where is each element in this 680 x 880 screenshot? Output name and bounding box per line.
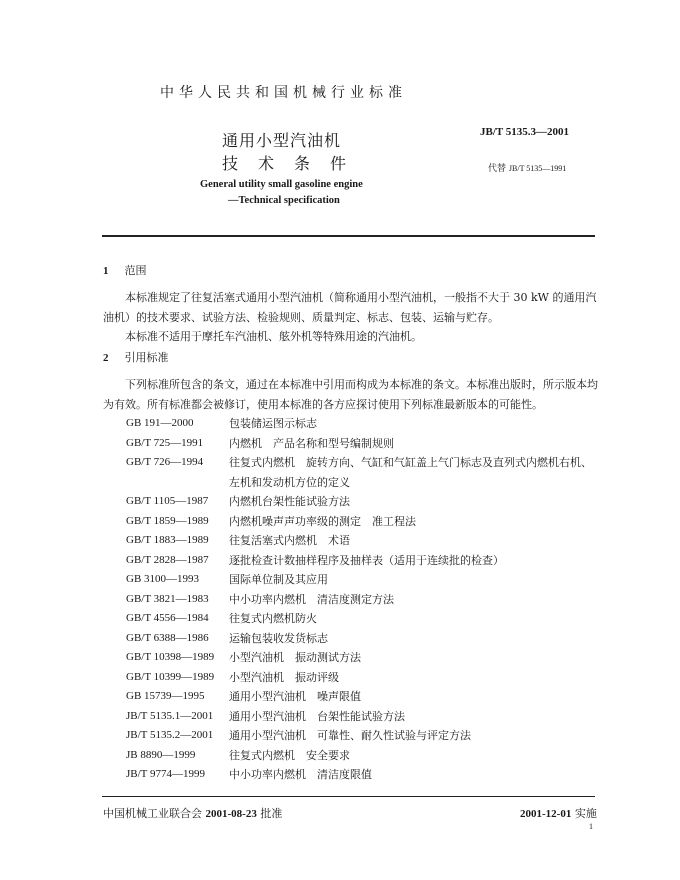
reference-title: 往复活塞式内燃机 术语: [229, 534, 350, 547]
reference-row: [126, 512, 599, 532]
reference-row: [126, 668, 599, 688]
issuer-name: 中国机械工业联合会: [103, 807, 202, 820]
section-number: 2: [103, 352, 109, 364]
issuing-authority-header: 中华人民共和国机械行业标准: [160, 85, 407, 101]
reference-title: 中小功率内燃机 清洁度限值: [229, 768, 372, 781]
paragraph-line: 油机）的技术要求、试验方法、检验规则、质量判定、标志、包装、运输与贮存。: [103, 311, 499, 324]
replaces-note: [488, 161, 566, 174]
replaces-label: 代替: [488, 164, 507, 174]
reference-code: GB/T 1883—1989: [126, 534, 209, 546]
reference-row: [126, 707, 599, 727]
title-chinese-line1: 通用小型汽油机: [222, 131, 342, 150]
reference-code: GB 191—2000: [126, 417, 194, 429]
reference-title: 内燃机台架性能试验方法: [229, 495, 350, 508]
paragraph-line: 为有效。所有标准都会被修订，使用本标准的各方应探讨使用下列标准最新版本的可能性。: [103, 398, 543, 411]
reference-code: GB/T 1859—1989: [126, 514, 209, 527]
reference-code: GB/T 10399—1989: [126, 670, 215, 683]
title-english-line2: —Technical specification: [228, 195, 340, 206]
section-1-heading: [103, 262, 147, 278]
reference-row: [126, 648, 599, 668]
reference-title: 包装储运图示标志: [229, 417, 317, 430]
reference-code: GB 3100—1993: [126, 573, 200, 585]
footer-divider: [102, 796, 595, 797]
title-english-line1: General utility small gasoline engine: [200, 179, 363, 190]
reference-title: 小型汽油机 振动测试方法: [229, 651, 361, 664]
reference-code: JB/T 5135.1—2001: [126, 709, 214, 722]
section-2-paragraph-1: [103, 375, 597, 415]
reference-title: 内燃机 产品名称和型号编制规则: [229, 436, 394, 450]
reference-title: 小型汽油机 振动评级: [229, 670, 339, 684]
reference-code: GB/T 6388—1986: [126, 631, 209, 644]
effective-label: 实施: [574, 807, 597, 820]
reference-row: [126, 687, 599, 707]
reference-title: 运输包装收发货标志: [229, 631, 328, 645]
reference-row: [126, 434, 599, 454]
reference-title: 内燃机噪声声功率级的测定 准工程法: [229, 514, 416, 528]
effective-date: 2001-12-01: [520, 808, 572, 820]
reference-row: [126, 609, 599, 629]
section-1-paragraph-2: [103, 327, 597, 347]
reference-title: 通用小型汽油机 噪声限值: [229, 690, 361, 703]
reference-code: JB 8890—1999: [126, 748, 196, 761]
referenced-standards-list: [126, 414, 599, 785]
reference-code: JB/T 5135.2—2001: [126, 729, 214, 741]
reference-code: GB/T 3821—1983: [126, 592, 209, 605]
reference-title: 往复式内燃机 旋转方向、气缸和气缸盖上气门标志及直列式内燃机右机、左机和发动机方位的定义: [229, 456, 592, 489]
reference-row: [126, 726, 599, 746]
replaces-code: JB/T 5135—1991: [508, 164, 567, 173]
reference-row: [126, 590, 599, 610]
reference-code: JB/T 9774—1999: [126, 768, 205, 780]
reference-code: GB/T 725—1991: [126, 436, 204, 449]
reference-code: GB/T 1105—1987: [126, 495, 209, 507]
reference-row: [126, 453, 599, 492]
reference-title: 逐批检查计数抽样程序及抽样表（适用于连续批的检查）: [229, 553, 504, 567]
reference-title: 中小功率内燃机 清洁度测定方法: [229, 592, 394, 606]
reference-code: GB/T 10398—1989: [126, 651, 215, 663]
approve-date: 2001-08-23: [205, 808, 257, 820]
reference-row: [126, 414, 599, 434]
paragraph-line: 本标准规定了往复活塞式通用小型汽油机（简称通用小型汽油机，一般指不大于 30 kW 的通用汽: [125, 291, 597, 304]
reference-title: 国际单位制及其应用: [229, 573, 328, 586]
paragraph-line: 下列标准所包含的条文，通过在本标准中引用而构成为本标准的条文。本标准出版时，所示版本均: [125, 378, 598, 391]
effective-info: [520, 805, 597, 821]
paragraph-line: 本标准不适用于摩托车汽油机、舷外机等特殊用途的汽油机。: [125, 330, 422, 343]
standard-code: JB/T 5135.3—2001: [480, 126, 570, 138]
section-title: 引用标准: [124, 351, 169, 364]
reference-row: [126, 570, 599, 590]
reference-row: [126, 531, 599, 551]
reference-code: GB/T 4556—1984: [126, 612, 209, 624]
title-chinese-line2: 技术条件: [222, 154, 367, 173]
header-divider: [102, 235, 595, 237]
reference-title: 通用小型汽油机 台架性能试验方法: [229, 709, 405, 723]
reference-code: GB/T 726—1994: [126, 456, 204, 468]
approval-info: [103, 805, 282, 821]
section-number: 1: [103, 265, 109, 277]
reference-code: GB 15739—1995: [126, 690, 205, 702]
reference-row: [126, 765, 599, 785]
reference-row: [126, 629, 599, 649]
section-title: 范围: [124, 264, 147, 277]
page-number: 1: [589, 822, 593, 831]
reference-row: [126, 551, 599, 571]
reference-row: [126, 492, 599, 512]
approve-label: 批准: [260, 807, 283, 820]
section-1-paragraph-1: [103, 288, 597, 328]
reference-title: 通用小型汽油机 可靠性、耐久性试验与评定方法: [229, 729, 471, 742]
reference-title: 往复式内燃机防火: [229, 612, 317, 625]
reference-title: 往复式内燃机 安全要求: [229, 748, 350, 762]
reference-code: GB/T 2828—1987: [126, 553, 209, 566]
section-2-heading: [103, 349, 169, 365]
reference-row: [126, 746, 599, 766]
